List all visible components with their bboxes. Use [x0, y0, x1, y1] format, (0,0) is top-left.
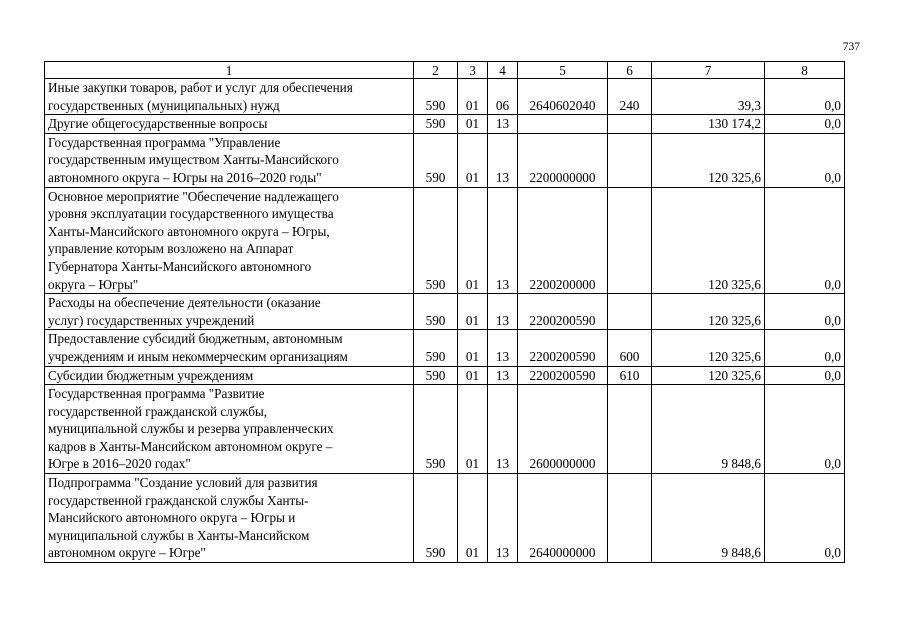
- cell-expense-type: [608, 385, 652, 474]
- cell-section: 01: [458, 187, 488, 294]
- cell-amount-2: 0,0: [765, 385, 845, 474]
- cell-name: [45, 115, 414, 134]
- cell-amount-2: 0,0: [765, 115, 845, 134]
- cell-code-2: 590: [414, 187, 458, 294]
- cell-expense-type: [608, 474, 652, 563]
- column-header: 4: [488, 62, 518, 79]
- cell-code-2: 590: [414, 294, 458, 330]
- cell-name-line: округа – Югры": [48, 276, 139, 292]
- cell-subsection: 13: [488, 294, 518, 330]
- cell-target-article: 2200200590: [518, 330, 608, 366]
- cell-name-line: муниципальной службы и резерва управленческих: [48, 421, 334, 437]
- cell-name-line: государственной гражданской службы,: [48, 403, 268, 419]
- cell-target-article: [518, 115, 608, 134]
- table-row: [45, 385, 845, 474]
- cell-section: 01: [458, 385, 488, 474]
- cell-name-line: Государственная программа "Развитие: [48, 386, 265, 402]
- cell-name-line: Основное мероприятие "Обеспечение надлежащего: [48, 188, 339, 204]
- cell-target-article: 2200000000: [518, 133, 608, 187]
- cell-amount-2: 0,0: [765, 294, 845, 330]
- table-row: [45, 294, 845, 330]
- cell-amount: 39,3: [652, 79, 765, 115]
- column-header: 3: [458, 62, 488, 79]
- cell-name-line: автономном округе – Югре": [48, 545, 206, 561]
- cell-section: 01: [458, 133, 488, 187]
- cell-amount-2: 0,0: [765, 366, 845, 385]
- cell-name: [45, 385, 414, 474]
- cell-subsection: 06: [488, 79, 518, 115]
- cell-code-2: 590: [414, 366, 458, 385]
- table-row: [45, 133, 845, 187]
- cell-name-line: Мансийского автономного округа – Югры и: [48, 510, 296, 526]
- cell-subsection: 13: [488, 330, 518, 366]
- cell-name-line: Югре в 2016–2020 годах": [48, 456, 191, 472]
- cell-name-line: муниципальной службы в Ханты-Мансийском: [48, 527, 310, 543]
- cell-target-article: 2200200000: [518, 187, 608, 294]
- cell-expense-type: [608, 115, 652, 134]
- cell-expense-type: 240: [608, 79, 652, 115]
- cell-amount: 120 325,6: [652, 330, 765, 366]
- cell-name-line: кадров в Ханты-Мансийском автономном округе –: [48, 438, 333, 454]
- cell-amount-2: 0,0: [765, 133, 845, 187]
- column-header: 8: [765, 62, 845, 79]
- cell-code-2: 590: [414, 385, 458, 474]
- table-row: [45, 330, 845, 366]
- cell-name-line: Подпрограмма "Создание условий для развития: [48, 475, 318, 491]
- cell-subsection: 13: [488, 187, 518, 294]
- cell-section: 01: [458, 115, 488, 134]
- cell-subsection: 13: [488, 366, 518, 385]
- cell-section: 01: [458, 79, 488, 115]
- cell-amount: 130 174,2: [652, 115, 765, 134]
- cell-subsection: 13: [488, 115, 518, 134]
- cell-section: 01: [458, 366, 488, 385]
- cell-name: [45, 294, 414, 330]
- column-header: 6: [608, 62, 652, 79]
- table-row: [45, 474, 845, 563]
- cell-amount: 120 325,6: [652, 187, 765, 294]
- column-header: 1: [45, 62, 414, 79]
- table-row: [45, 79, 845, 115]
- cell-name-line: государственных (муниципальных) нужд: [48, 97, 280, 113]
- cell-name-line: Губернатора Ханты-Мансийского автономного: [48, 258, 312, 274]
- budget-table: [44, 61, 845, 563]
- cell-amount-2: 0,0: [765, 79, 845, 115]
- cell-name: [45, 79, 414, 115]
- cell-subsection: 13: [488, 133, 518, 187]
- cell-expense-type: 610: [608, 366, 652, 385]
- cell-code-2: 590: [414, 330, 458, 366]
- column-header: 7: [652, 62, 765, 79]
- cell-section: 01: [458, 294, 488, 330]
- cell-target-article: 2200200590: [518, 366, 608, 385]
- cell-section: 01: [458, 474, 488, 563]
- cell-target-article: 2640000000: [518, 474, 608, 563]
- cell-amount: 120 325,6: [652, 366, 765, 385]
- cell-expense-type: [608, 294, 652, 330]
- cell-expense-type: [608, 187, 652, 294]
- cell-expense-type: 600: [608, 330, 652, 366]
- cell-name: [45, 133, 414, 187]
- cell-target-article: 2200200590: [518, 294, 608, 330]
- cell-name-line: Субсидии бюджетным учреждениям: [48, 367, 254, 383]
- cell-name-line: автономного округа – Югры на 2016–2020 годы": [48, 169, 322, 185]
- cell-target-article: 2600000000: [518, 385, 608, 474]
- cell-name-line: государственным имуществом Ханты-Мансийского: [48, 152, 339, 168]
- cell-amount: 9 848,6: [652, 474, 765, 563]
- cell-target-article: 2640602040: [518, 79, 608, 115]
- cell-code-2: 590: [414, 79, 458, 115]
- column-header: 2: [414, 62, 458, 79]
- cell-amount: 120 325,6: [652, 294, 765, 330]
- cell-amount-2: 0,0: [765, 330, 845, 366]
- cell-code-2: 590: [414, 115, 458, 134]
- table-row: [45, 115, 845, 134]
- cell-amount: 9 848,6: [652, 385, 765, 474]
- cell-subsection: 13: [488, 385, 518, 474]
- cell-name: [45, 474, 414, 563]
- cell-name: [45, 330, 414, 366]
- cell-name: [45, 366, 414, 385]
- cell-amount-2: 0,0: [765, 187, 845, 294]
- cell-name-line: услуг) государственных учреждений: [48, 312, 255, 328]
- cell-code-2: 590: [414, 474, 458, 563]
- cell-name-line: государственной гражданской службы Ханты-: [48, 492, 309, 508]
- cell-expense-type: [608, 133, 652, 187]
- table-row: [45, 187, 845, 294]
- header-row: [45, 62, 845, 79]
- cell-name: [45, 187, 414, 294]
- cell-name-line: Ханты-Мансийского автономного округа – Югры,: [48, 223, 330, 239]
- cell-name-line: Расходы на обеспечение деятельности (оказание: [48, 295, 321, 311]
- cell-name-line: Другие общегосударственные вопросы: [48, 116, 268, 132]
- cell-subsection: 13: [488, 474, 518, 563]
- cell-name-line: учреждениям и иным некоммерческим организациям: [48, 348, 348, 364]
- cell-name-line: управление которым возложено на Аппарат: [48, 241, 294, 257]
- cell-name-line: Иные закупки товаров, работ и услуг для обеспечения: [48, 80, 353, 95]
- table-row: [45, 366, 845, 385]
- cell-name-line: Предоставление субсидий бюджетным, автономным: [48, 331, 343, 347]
- cell-code-2: 590: [414, 133, 458, 187]
- cell-amount: 120 325,6: [652, 133, 765, 187]
- cell-section: 01: [458, 330, 488, 366]
- page-number: 737: [842, 41, 860, 53]
- cell-name-line: уровня эксплуатации государственного имущества: [48, 206, 334, 222]
- cell-amount-2: 0,0: [765, 474, 845, 563]
- cell-name-line: Государственная программа "Управление: [48, 134, 281, 150]
- column-header: 5: [518, 62, 608, 79]
